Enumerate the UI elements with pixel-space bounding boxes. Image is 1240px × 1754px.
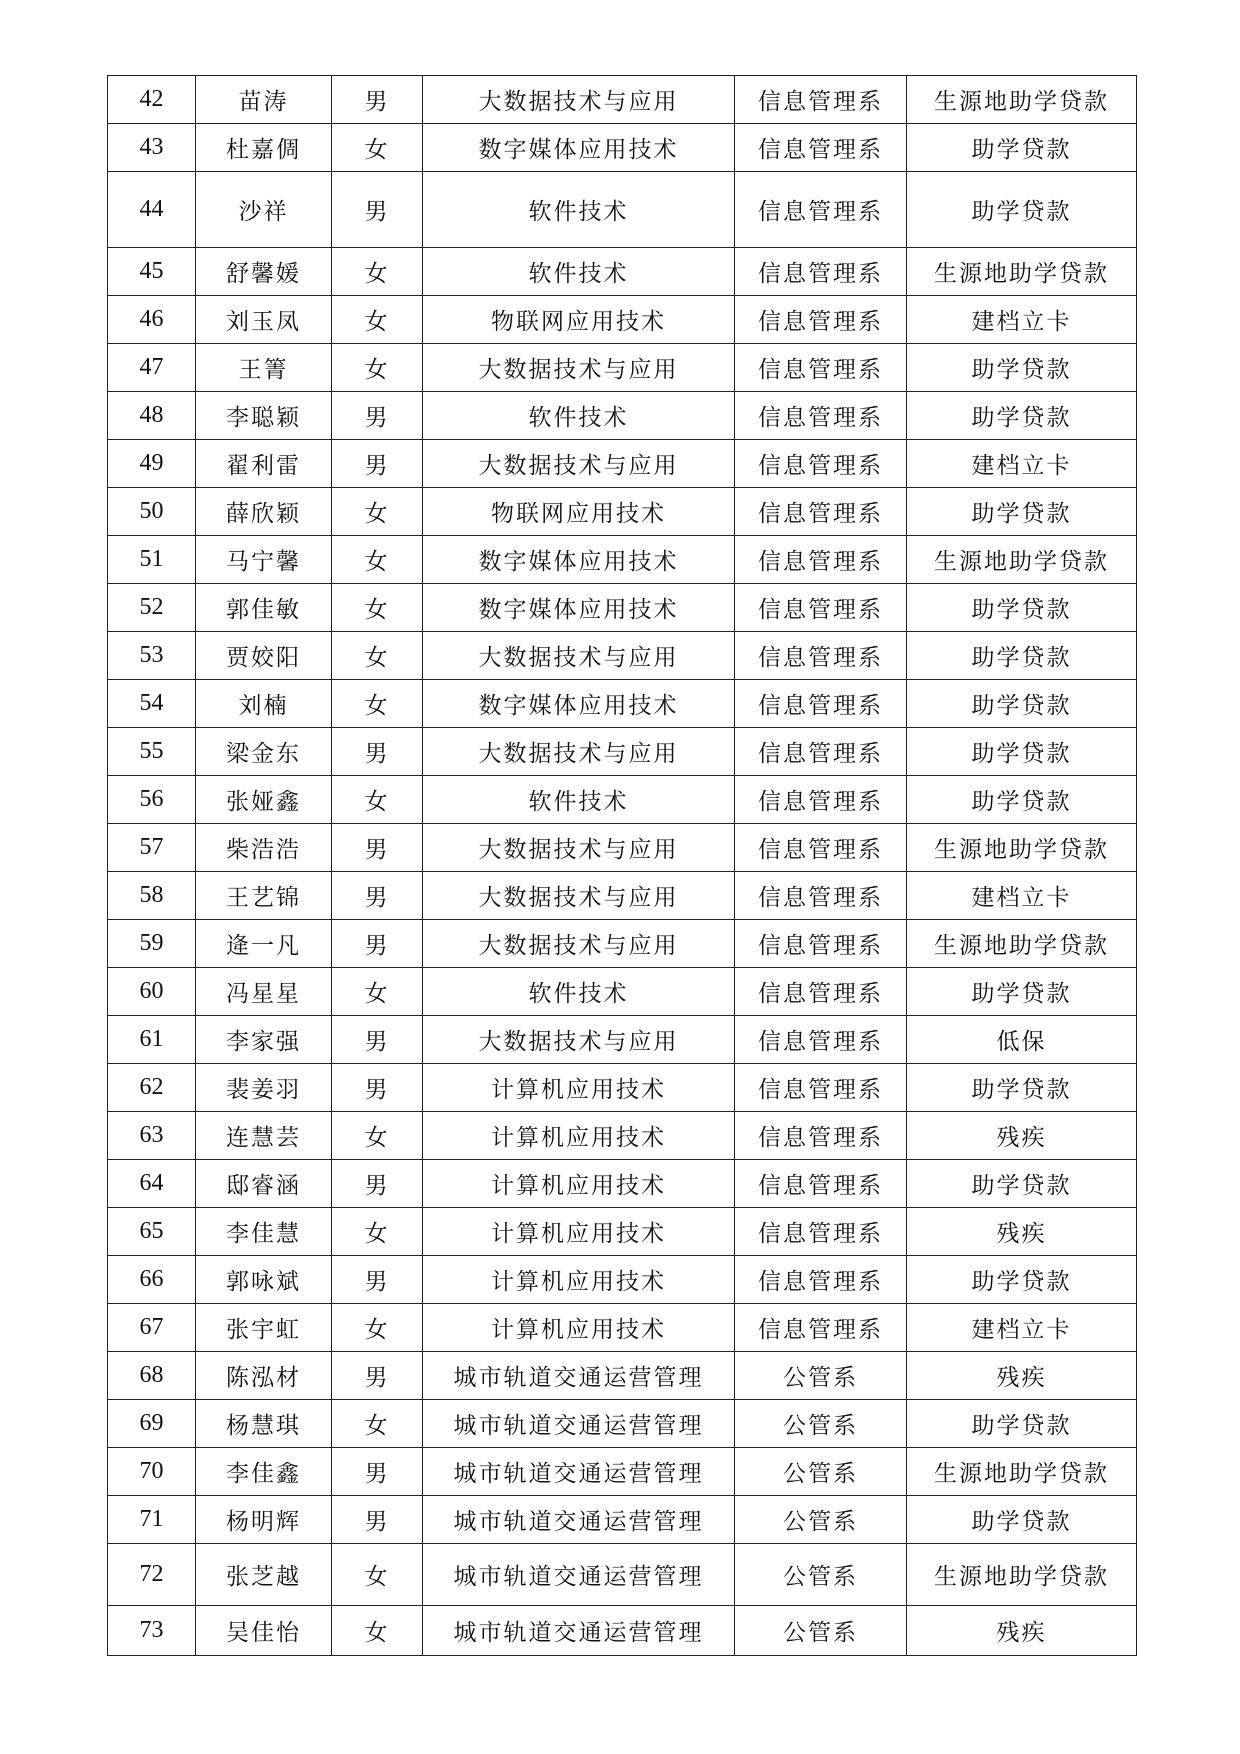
cell-number: 63 [108, 1112, 196, 1160]
cell-number: 48 [108, 392, 196, 440]
cell-major: 计算机应用技术 [423, 1160, 735, 1208]
cell-major: 大数据技术与应用 [423, 1016, 735, 1064]
cell-major: 软件技术 [423, 248, 735, 296]
cell-gender: 女 [332, 776, 423, 824]
cell-major: 数字媒体应用技术 [423, 536, 735, 584]
cell-aid-category: 助学贷款 [907, 728, 1137, 776]
cell-major: 城市轨道交通运营管理 [423, 1544, 735, 1606]
cell-aid-category: 助学贷款 [907, 172, 1137, 248]
cell-name: 杜嘉倜 [196, 124, 332, 172]
cell-aid-category: 残疾 [907, 1352, 1137, 1400]
cell-number: 44 [108, 172, 196, 248]
cell-name: 张芝越 [196, 1544, 332, 1606]
cell-major: 计算机应用技术 [423, 1256, 735, 1304]
table-row [108, 1016, 1137, 1064]
cell-name: 张娅鑫 [196, 776, 332, 824]
cell-number: 69 [108, 1400, 196, 1448]
cell-name: 吴佳怡 [196, 1606, 332, 1656]
cell-number: 66 [108, 1256, 196, 1304]
cell-department: 信息管理系 [735, 536, 907, 584]
cell-number: 54 [108, 680, 196, 728]
cell-name: 杨明辉 [196, 1496, 332, 1544]
cell-aid-category: 残疾 [907, 1112, 1137, 1160]
cell-aid-category: 生源地助学贷款 [907, 1448, 1137, 1496]
cell-number: 53 [108, 632, 196, 680]
cell-department: 信息管理系 [735, 728, 907, 776]
cell-number: 56 [108, 776, 196, 824]
cell-gender: 男 [332, 172, 423, 248]
cell-name: 逄一凡 [196, 920, 332, 968]
table-row [108, 776, 1137, 824]
cell-department: 公管系 [735, 1352, 907, 1400]
cell-name: 薛欣颖 [196, 488, 332, 536]
cell-department: 信息管理系 [735, 392, 907, 440]
cell-number: 43 [108, 124, 196, 172]
cell-gender: 女 [332, 584, 423, 632]
cell-number: 45 [108, 248, 196, 296]
cell-major: 物联网应用技术 [423, 296, 735, 344]
cell-department: 信息管理系 [735, 632, 907, 680]
cell-gender: 男 [332, 872, 423, 920]
cell-major: 计算机应用技术 [423, 1064, 735, 1112]
cell-number: 49 [108, 440, 196, 488]
table-row [108, 680, 1137, 728]
cell-name: 梁金东 [196, 728, 332, 776]
table-row [108, 392, 1137, 440]
cell-aid-category: 低保 [907, 1016, 1137, 1064]
cell-gender: 女 [332, 1208, 423, 1256]
cell-department: 公管系 [735, 1544, 907, 1606]
cell-number: 50 [108, 488, 196, 536]
table-row [108, 1304, 1137, 1352]
table-row [108, 1256, 1137, 1304]
cell-name: 沙祥 [196, 172, 332, 248]
cell-gender: 男 [332, 728, 423, 776]
cell-name: 张宇虹 [196, 1304, 332, 1352]
cell-name: 陈泓材 [196, 1352, 332, 1400]
cell-department: 信息管理系 [735, 776, 907, 824]
cell-department: 信息管理系 [735, 440, 907, 488]
cell-aid-category: 建档立卡 [907, 872, 1137, 920]
cell-department: 信息管理系 [735, 680, 907, 728]
cell-gender: 男 [332, 824, 423, 872]
cell-number: 62 [108, 1064, 196, 1112]
cell-gender: 男 [332, 392, 423, 440]
cell-major: 城市轨道交通运营管理 [423, 1496, 735, 1544]
cell-major: 物联网应用技术 [423, 488, 735, 536]
cell-aid-category: 助学贷款 [907, 392, 1137, 440]
table-body [108, 76, 1137, 1656]
cell-department: 公管系 [735, 1606, 907, 1656]
cell-major: 城市轨道交通运营管理 [423, 1400, 735, 1448]
student-aid-table [107, 75, 1137, 1656]
cell-gender: 男 [332, 1016, 423, 1064]
cell-department: 信息管理系 [735, 1160, 907, 1208]
cell-number: 46 [108, 296, 196, 344]
cell-major: 城市轨道交通运营管理 [423, 1352, 735, 1400]
cell-major: 大数据技术与应用 [423, 872, 735, 920]
cell-number: 58 [108, 872, 196, 920]
table-row [108, 632, 1137, 680]
cell-gender: 女 [332, 1606, 423, 1656]
cell-major: 大数据技术与应用 [423, 824, 735, 872]
table-row [108, 872, 1137, 920]
cell-aid-category: 助学贷款 [907, 1160, 1137, 1208]
cell-major: 大数据技术与应用 [423, 440, 735, 488]
cell-department: 信息管理系 [735, 1208, 907, 1256]
cell-department: 信息管理系 [735, 296, 907, 344]
cell-name: 王箐 [196, 344, 332, 392]
cell-major: 数字媒体应用技术 [423, 680, 735, 728]
cell-major: 大数据技术与应用 [423, 728, 735, 776]
cell-aid-category: 生源地助学贷款 [907, 920, 1137, 968]
cell-gender: 男 [332, 1496, 423, 1544]
cell-aid-category: 助学贷款 [907, 1064, 1137, 1112]
cell-aid-category: 助学贷款 [907, 1400, 1137, 1448]
cell-name: 柴浩浩 [196, 824, 332, 872]
table-row [108, 1112, 1137, 1160]
table-row [108, 76, 1137, 124]
cell-aid-category: 助学贷款 [907, 632, 1137, 680]
cell-number: 64 [108, 1160, 196, 1208]
table-row [108, 1208, 1137, 1256]
cell-aid-category: 建档立卡 [907, 440, 1137, 488]
cell-name: 刘玉凤 [196, 296, 332, 344]
cell-aid-category: 生源地助学贷款 [907, 536, 1137, 584]
table-row [108, 1606, 1137, 1656]
cell-department: 信息管理系 [735, 344, 907, 392]
cell-gender: 男 [332, 1448, 423, 1496]
cell-number: 60 [108, 968, 196, 1016]
cell-aid-category: 残疾 [907, 1208, 1137, 1256]
cell-gender: 男 [332, 440, 423, 488]
cell-number: 70 [108, 1448, 196, 1496]
cell-gender: 女 [332, 248, 423, 296]
table-row [108, 172, 1137, 248]
cell-major: 大数据技术与应用 [423, 344, 735, 392]
cell-number: 52 [108, 584, 196, 632]
cell-department: 信息管理系 [735, 1112, 907, 1160]
cell-name: 邸睿涵 [196, 1160, 332, 1208]
cell-major: 软件技术 [423, 392, 735, 440]
cell-major: 大数据技术与应用 [423, 920, 735, 968]
cell-name: 刘楠 [196, 680, 332, 728]
table-row [108, 824, 1137, 872]
cell-aid-category: 助学贷款 [907, 584, 1137, 632]
cell-name: 冯星星 [196, 968, 332, 1016]
cell-gender: 男 [332, 1352, 423, 1400]
cell-department: 公管系 [735, 1496, 907, 1544]
cell-name: 李家强 [196, 1016, 332, 1064]
cell-name: 李聪颖 [196, 392, 332, 440]
table-row [108, 488, 1137, 536]
table-row [108, 1544, 1137, 1606]
cell-aid-category: 生源地助学贷款 [907, 248, 1137, 296]
cell-aid-category: 助学贷款 [907, 344, 1137, 392]
cell-aid-category: 生源地助学贷款 [907, 824, 1137, 872]
cell-number: 55 [108, 728, 196, 776]
cell-department: 信息管理系 [735, 172, 907, 248]
table-row [108, 440, 1137, 488]
table-row [108, 1064, 1137, 1112]
cell-major: 大数据技术与应用 [423, 76, 735, 124]
table-row [108, 248, 1137, 296]
cell-name: 舒馨媛 [196, 248, 332, 296]
cell-gender: 女 [332, 536, 423, 584]
cell-aid-category: 助学贷款 [907, 124, 1137, 172]
cell-major: 数字媒体应用技术 [423, 584, 735, 632]
cell-aid-category: 助学贷款 [907, 1496, 1137, 1544]
cell-department: 信息管理系 [735, 488, 907, 536]
cell-aid-category: 助学贷款 [907, 680, 1137, 728]
table-row [108, 296, 1137, 344]
cell-major: 软件技术 [423, 172, 735, 248]
cell-major: 计算机应用技术 [423, 1208, 735, 1256]
cell-number: 65 [108, 1208, 196, 1256]
table-row [108, 1352, 1137, 1400]
cell-gender: 女 [332, 124, 423, 172]
cell-aid-category: 生源地助学贷款 [907, 76, 1137, 124]
cell-gender: 男 [332, 76, 423, 124]
cell-department: 信息管理系 [735, 872, 907, 920]
cell-gender: 女 [332, 1400, 423, 1448]
student-table-container [107, 75, 1136, 1656]
cell-department: 信息管理系 [735, 1064, 907, 1112]
cell-gender: 男 [332, 1256, 423, 1304]
cell-number: 47 [108, 344, 196, 392]
cell-name: 翟利雷 [196, 440, 332, 488]
cell-number: 73 [108, 1606, 196, 1656]
cell-gender: 女 [332, 1304, 423, 1352]
cell-department: 信息管理系 [735, 76, 907, 124]
cell-number: 67 [108, 1304, 196, 1352]
cell-number: 42 [108, 76, 196, 124]
cell-department: 信息管理系 [735, 824, 907, 872]
cell-aid-category: 助学贷款 [907, 776, 1137, 824]
table-row [108, 584, 1137, 632]
cell-gender: 女 [332, 488, 423, 536]
cell-major: 软件技术 [423, 968, 735, 1016]
cell-gender: 女 [332, 1544, 423, 1606]
cell-name: 王艺锦 [196, 872, 332, 920]
cell-gender: 女 [332, 344, 423, 392]
cell-number: 57 [108, 824, 196, 872]
cell-name: 连慧芸 [196, 1112, 332, 1160]
cell-aid-category: 建档立卡 [907, 296, 1137, 344]
cell-major: 计算机应用技术 [423, 1112, 735, 1160]
cell-gender: 女 [332, 680, 423, 728]
cell-department: 信息管理系 [735, 1256, 907, 1304]
table-row [108, 1160, 1137, 1208]
cell-aid-category: 助学贷款 [907, 968, 1137, 1016]
cell-aid-category: 残疾 [907, 1606, 1137, 1656]
cell-gender: 男 [332, 920, 423, 968]
table-row [108, 124, 1137, 172]
cell-department: 信息管理系 [735, 248, 907, 296]
cell-number: 61 [108, 1016, 196, 1064]
cell-department: 信息管理系 [735, 968, 907, 1016]
cell-name: 贾姣阳 [196, 632, 332, 680]
cell-department: 信息管理系 [735, 584, 907, 632]
cell-aid-category: 建档立卡 [907, 1304, 1137, 1352]
cell-gender: 女 [332, 296, 423, 344]
table-row [108, 1496, 1137, 1544]
cell-gender: 男 [332, 1064, 423, 1112]
cell-number: 71 [108, 1496, 196, 1544]
cell-aid-category: 生源地助学贷款 [907, 1544, 1137, 1606]
table-row [108, 536, 1137, 584]
cell-name: 马宁馨 [196, 536, 332, 584]
cell-name: 裴姜羽 [196, 1064, 332, 1112]
table-row [108, 920, 1137, 968]
cell-name: 杨慧琪 [196, 1400, 332, 1448]
cell-gender: 女 [332, 632, 423, 680]
table-row [108, 1448, 1137, 1496]
cell-department: 公管系 [735, 1448, 907, 1496]
cell-name: 郭佳敏 [196, 584, 332, 632]
cell-department: 信息管理系 [735, 920, 907, 968]
table-row [108, 728, 1137, 776]
cell-department: 信息管理系 [735, 1304, 907, 1352]
table-row [108, 344, 1137, 392]
cell-gender: 女 [332, 968, 423, 1016]
cell-number: 68 [108, 1352, 196, 1400]
cell-major: 城市轨道交通运营管理 [423, 1448, 735, 1496]
cell-number: 51 [108, 536, 196, 584]
table-row [108, 968, 1137, 1016]
table-row [108, 1400, 1137, 1448]
cell-aid-category: 助学贷款 [907, 488, 1137, 536]
cell-department: 信息管理系 [735, 124, 907, 172]
cell-aid-category: 助学贷款 [907, 1256, 1137, 1304]
cell-major: 大数据技术与应用 [423, 632, 735, 680]
cell-name: 苗涛 [196, 76, 332, 124]
cell-name: 李佳鑫 [196, 1448, 332, 1496]
cell-number: 59 [108, 920, 196, 968]
cell-major: 计算机应用技术 [423, 1304, 735, 1352]
cell-department: 信息管理系 [735, 1016, 907, 1064]
cell-major: 软件技术 [423, 776, 735, 824]
cell-major: 城市轨道交通运营管理 [423, 1606, 735, 1656]
cell-gender: 男 [332, 1160, 423, 1208]
cell-major: 数字媒体应用技术 [423, 124, 735, 172]
cell-name: 李佳慧 [196, 1208, 332, 1256]
cell-number: 72 [108, 1544, 196, 1606]
cell-gender: 女 [332, 1112, 423, 1160]
cell-name: 郭咏斌 [196, 1256, 332, 1304]
cell-department: 公管系 [735, 1400, 907, 1448]
